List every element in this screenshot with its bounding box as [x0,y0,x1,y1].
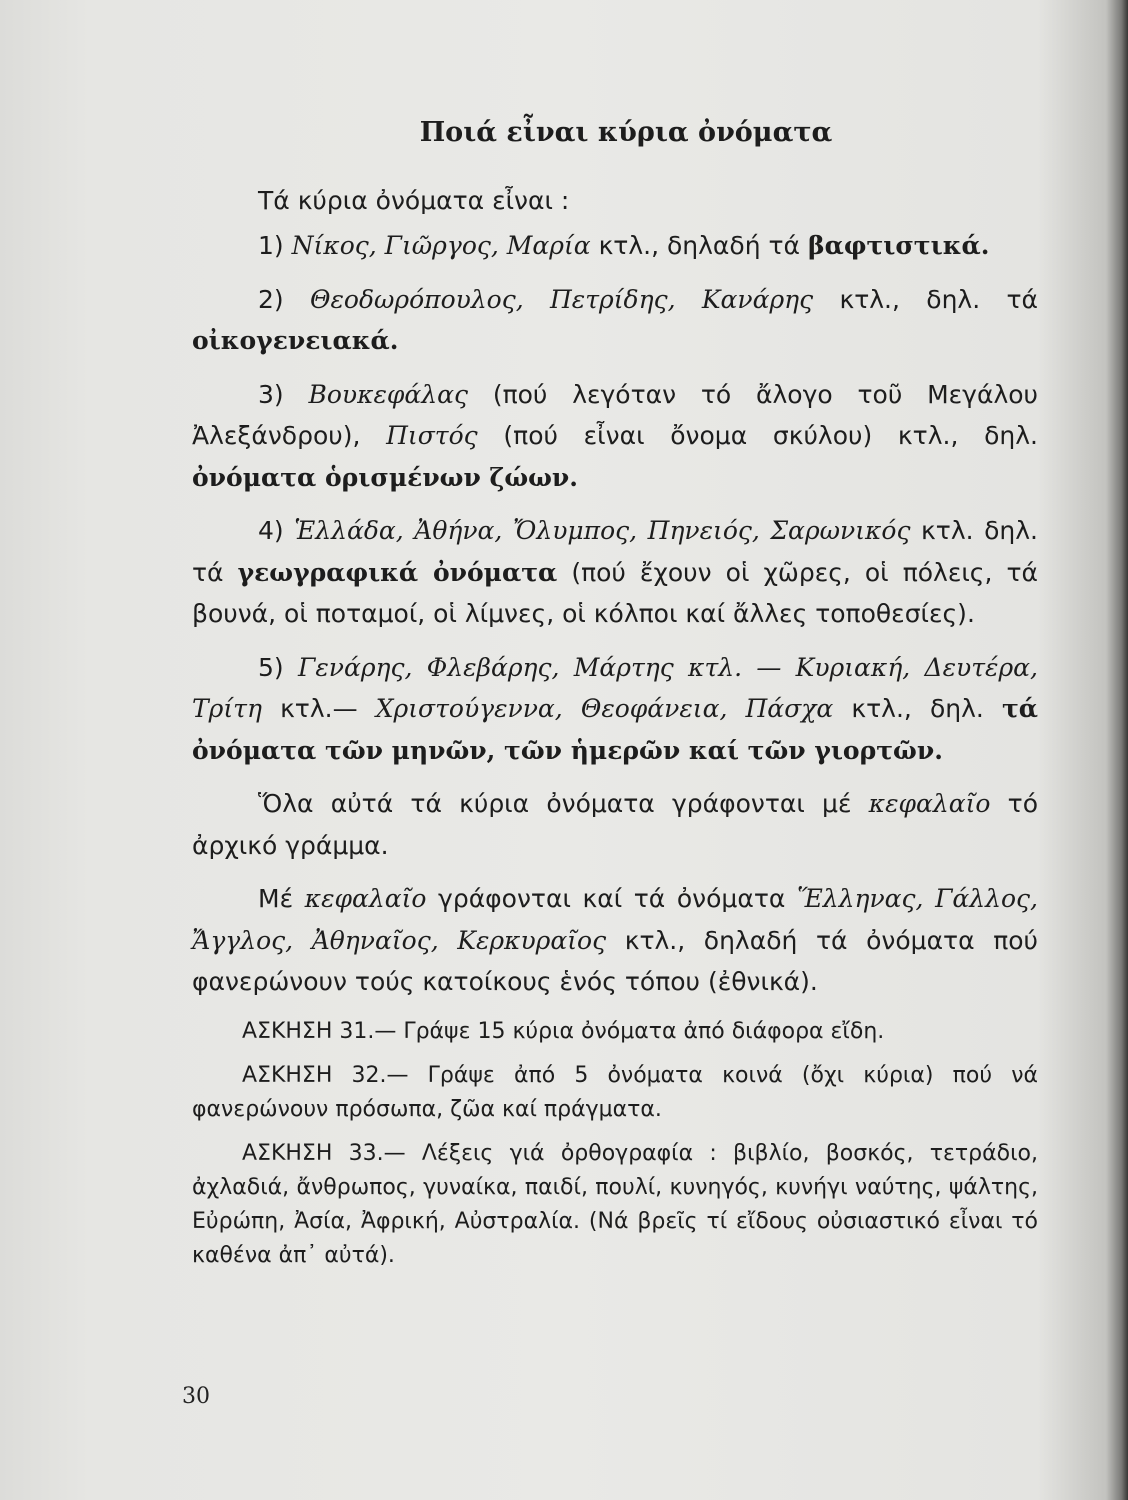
capital-rule-keyword: κεφαλαῖο [868,789,991,818]
item-5-text-b: κτλ., δηλ. [833,694,1002,723]
item-2-number: 2) [258,284,284,314]
item-2 [192,279,1038,362]
ethnic-rule-text-a: Μέ [258,884,305,913]
item-2-text: κτλ., δηλ. τά [813,284,1039,314]
exercise-32: ΑΣΚΗΣΗ 32.— Γράψε ἀπό 5 ὀνόματα κοινά (ὄχι κύρια) πού νά φανερώνουν πρόσωπα, ζῶα καί πράγματα. [192,1062,1038,1122]
item-3 [192,374,1038,499]
page-title: Ποιά εἶναι κύρια ὀνόματα [419,117,833,148]
item-3-text-a: (πού λεγόταν τό ἄλογο τοῦ Μεγάλου Ἀλεξάνδρου), [192,379,1039,450]
page-text [192,112,1038,1279]
exercise-31: ΑΣΚΗΣΗ 31.— Γράψε 15 κύρια ὀνόματα ἀπό διάφορα εἴδη. [242,1018,885,1044]
item-5 [192,647,1038,772]
item-4-number: 4) [258,516,284,545]
item-3-term: ὀνόματα ὁρισμένων ζώων. [192,462,578,492]
intro-line: Τά κύρια ὀνόματα εἶναι : [258,185,570,215]
item-4-examples: Ἑλλάδα, Ἀθήνα, Ὄλυμπος, Πηνειός, Σαρωνικός [294,516,911,545]
ethnic-rule-text-b: γράφονται καί τά ὀνόματα [426,884,797,913]
ethnic-rule-examples: Ἕλληνας, Γάλλος, Ἄγγλος, Ἀθηναῖος, Κερκυραῖος [192,884,1039,955]
item-1-examples: Νίκος, Γιῶργος, Μαρία [291,231,591,260]
item-5-example-b: Χριστούγεννα, Θεοφάνεια, Πάσχα [375,694,834,723]
item-3-number: 3) [258,379,284,409]
item-2-term: οἰκογενειακά. [192,326,399,355]
item-5-number: 5) [258,652,284,682]
item-1-term: βαφτιστικά. [807,231,990,260]
item-1-text: κτλ., δηλαδή τά [590,231,808,260]
item-4-term: γεωγραφικά ὀνόματα [237,557,558,587]
item-4-text-b: (πού ἔχουν οἱ χῶρες, οἱ πόλεις, τά βουνά, οἱ ποταμοί, οἱ λίμνες, οἱ κόλποι καί ἄλλες τοποθεσίες). [192,557,1039,628]
capital-rule-text-b: τό ἀρχικό γράμμα. [192,789,1038,860]
item-5-text-a: κτλ.— [261,694,376,723]
capital-rule-text-a: Ὅλα αὐτά τά κύρια ὀνόματα γράφονται μέ [258,789,869,818]
ethnic-rule-text-c: κτλ., δηλαδή τά ὀνόματα πού φανερώνουν τούς κατοίκους ἑνός τόπου (ἐθνικά). [192,925,1039,996]
item-3-example-a: Βουκεφάλας [308,379,469,409]
item-4-text-a: κτλ. δηλ. τά [192,516,1039,587]
item-2-examples: Θεοδωρόπουλος, Πετρίδης, Κανάρης [310,284,814,314]
ethnic-rule-keyword: κεφαλαῖο [304,884,427,913]
item-3-example-b: Πιστός [386,421,478,450]
capital-rule [192,783,1038,866]
item-5-example-a: Γενάρης, Φλεβάρης, Μάρτης κτλ. — Κυριακή, Δευτέρα, Τρίτη [192,652,1038,723]
ethnic-rule [192,878,1038,1003]
item-5-term: τά ὀνόματα τῶν μηνῶν, τῶν ἡμερῶν καί τῶν γιορτῶν. [192,694,1038,765]
item-4 [192,510,1038,635]
item-1-number: 1) [258,231,284,260]
page-edge-shadow [1106,0,1128,1500]
exercise-33: ΑΣΚΗΣΗ 33.— Λέξεις γιά ὀρθογραφία : βιβλίο, βοσκός, τετράδιο, ἀχλαδιά, ἄνθρωπος, γυναίκα, παιδί, πουλί, κυνηγός, κυνήγι ναύτης, ψάλτης, Εὐρώπη, Ἀσία, Ἀφρική, Αὐστραλία. (Νά βρεῖς τί εἴδους οὐσιαστικό εἶναι τό καθένα ἀπ᾽ αὐτά). [192,1140,1038,1268]
item-1 [192,225,1038,267]
item-3-text-b: (πού εἶναι ὄνομα σκύλου) κτλ., δηλ. [477,421,1038,450]
page-number: 30 [182,1384,210,1409]
